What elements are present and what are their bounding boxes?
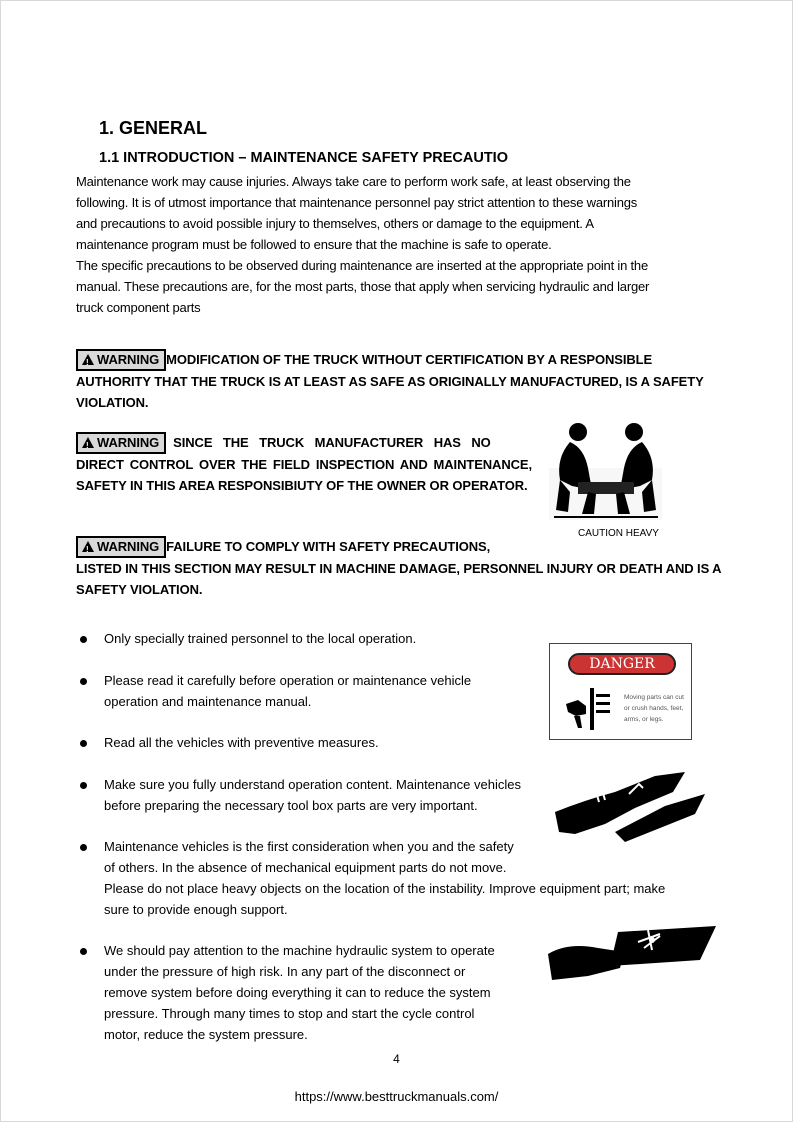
- intro-line: manual. These precautions are, for the most parts, those that apply when servicing hydraulic and larger: [76, 279, 650, 294]
- caution-heavy-lifting-image: [548, 418, 663, 528]
- warning-text-first: SINCE THE TRUCK MANUFACTURER HAS NO: [173, 435, 491, 450]
- list-item-line: pressure. Through many times to stop and start the cycle control: [104, 1006, 475, 1021]
- list-item-line: sure to provide enough support.: [104, 902, 288, 917]
- intro-line: and precautions to avoid possible injury to themselves, others or damage to the equipment. A: [76, 216, 594, 231]
- list-item-line: motor, reduce the system pressure.: [104, 1027, 308, 1042]
- danger-sign: [549, 643, 692, 740]
- intro-line: The specific precautions to be observed during maintenance are inserted at the appropriate point in the: [76, 258, 648, 273]
- list-item-line: Please do not place heavy objects on the location of the instability. Improve equipment part; make: [104, 881, 666, 896]
- bullet-icon: [80, 678, 87, 685]
- intro-line: Maintenance work may cause injuries. Always take care to perform work safe, at least observing the: [76, 174, 631, 189]
- bullet-icon: [80, 636, 87, 643]
- intro-line: following. It is of utmost importance that maintenance personnel pay strict attention to these warnings: [76, 195, 638, 210]
- intro-line: truck component parts: [76, 300, 201, 315]
- subsection-heading: 1.1 INTRODUCTION – MAINTENANCE SAFETY PRECAUTIO: [99, 150, 508, 166]
- bullet-icon: [80, 782, 87, 789]
- intro-paragraph: [76, 171, 722, 318]
- warning-triangle-icon: [82, 437, 94, 448]
- warning-badge: [76, 349, 166, 371]
- warning-label: WARNING: [97, 435, 160, 450]
- crush-hazard-icon: [564, 686, 616, 732]
- warning-badge: [76, 536, 166, 558]
- section-heading: 1. GENERAL: [99, 118, 208, 138]
- intro-line: maintenance program must be followed to ensure that the machine is safe to operate.: [76, 237, 552, 252]
- list-item-line: under the pressure of high risk. In any part of the disconnect or: [104, 964, 466, 979]
- warning-block-manufacturer: [76, 426, 532, 496]
- warning-badge: [76, 432, 166, 454]
- list-item-line: of others. In the absence of mechanical equipment parts do not move.: [104, 860, 507, 875]
- list-item-line: before preparing the necessary tool box parts are very important.: [104, 798, 478, 813]
- warning-triangle-icon: [82, 354, 94, 365]
- warning-text-first: FAILURE TO COMPLY WITH SAFETY PRECAUTIONS,: [166, 539, 491, 554]
- list-item-line: Make sure you fully understand operation content. Maintenance vehicles: [104, 777, 521, 792]
- list-item-line: Only specially trained personnel to the local operation.: [104, 631, 417, 646]
- list-item-line: Maintenance vehicles is the first consideration when you and the safety: [104, 839, 514, 854]
- danger-title: DANGER: [568, 653, 676, 675]
- footer-url-link[interactable]: https://www.besttruckmanuals.com/: [294, 1089, 499, 1104]
- warning-text-rest: DIRECT CONTROL OVER THE FIELD INSPECTION AND MAINTENANCE, SAFETY IN THIS AREA RESPONSIBIUTY OF THE OWNER OR OPERATOR.: [76, 457, 532, 493]
- warning-text-rest: LISTED IN THIS SECTION MAY RESULT IN MACHINE DAMAGE, PERSONNEL INJURY OR DEATH AND IS A SAFETY VIOLATION.: [76, 561, 721, 597]
- warning-label: WARNING: [97, 352, 160, 367]
- warning-label: WARNING: [97, 539, 160, 554]
- warning-block-failure: [76, 530, 722, 600]
- list-item-line: Read all the vehicles with preventive measures.: [104, 735, 379, 750]
- warning-block-modification: [76, 343, 722, 413]
- bullet-icon: [80, 844, 87, 851]
- danger-text: Moving parts can cut or crush hands, feet, arms, or legs.: [624, 694, 684, 723]
- caution-caption: CAUTION HEAVY: [578, 528, 659, 539]
- bullet-icon: [80, 948, 87, 955]
- list-item-line: operation and maintenance manual.: [104, 694, 312, 709]
- list-item-line: We should pay attention to the machine hydraulic system to operate: [104, 943, 495, 958]
- warning-text-first: MODIFICATION OF THE TRUCK WITHOUT CERTIFICATION BY A RESPONSIBLE: [166, 352, 653, 367]
- warning-triangle-icon: [82, 541, 94, 552]
- list-item-line: Please read it carefully before operation or maintenance vehicle: [104, 673, 472, 688]
- list-item-line: remove system before doing everything it can to reduce the system: [104, 985, 491, 1000]
- hydraulic-hazard-image: [548, 924, 718, 982]
- bullet-icon: [80, 740, 87, 747]
- page-number: 4: [393, 1052, 400, 1066]
- warning-text-rest: AUTHORITY THAT THE TRUCK IS AT LEAST AS SAFE AS ORIGINALLY MANUFACTURED, IS A SAFETY VIOLATION.: [76, 374, 704, 410]
